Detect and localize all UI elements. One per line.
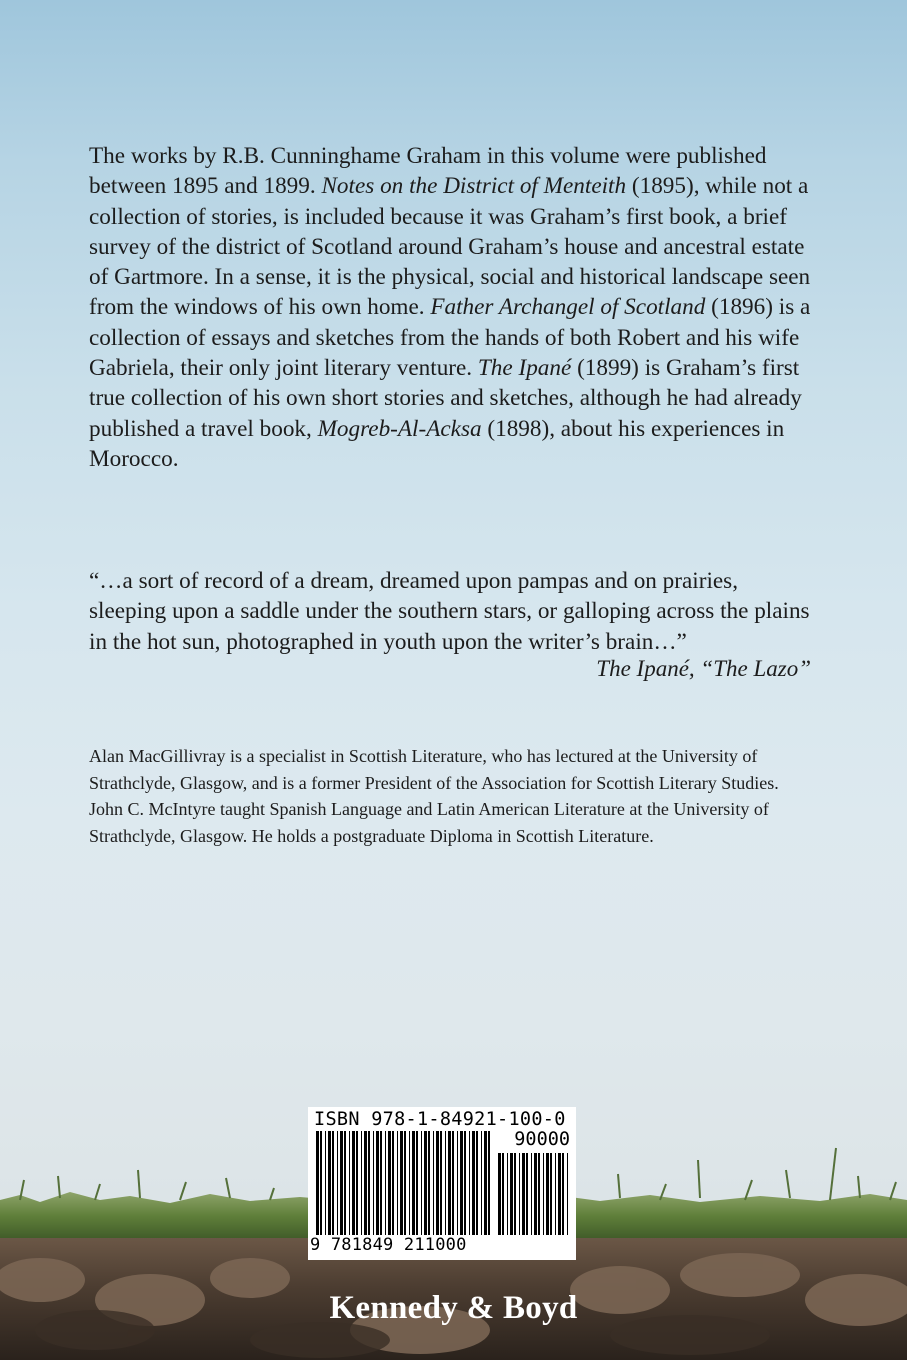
price-addon-code: 90000 bbox=[514, 1129, 570, 1150]
editor-bio-mcintyre: John C. McIntyre taught Spanish Language and Latin American Literature at the University of Strathclyde, Glasgow. He holds a postgraduate Diploma in Scottish Literature. bbox=[89, 799, 769, 846]
blurb-text: (1898), about his experiences in Morocco. bbox=[89, 415, 785, 472]
blurb-paragraph bbox=[89, 141, 829, 474]
blurb-text: (1896) is a collection of essays and sketches from the hands of both Robert and his wife Gabriela, their only joint literary venture. bbox=[89, 294, 811, 382]
blurb-text: (1895), while not a collection of stories, is included because it was Graham’s first book, a brief survey of the district of Scotland around Graham’s house and ancestral estate of Gartmore. In a sense, it is the physical, social and historical landscape seen from the windows of his own home. bbox=[89, 173, 811, 321]
blurb-text: (1899) is Graham’s first true collection of his own short stories and sketches, although he had already published a travel book, bbox=[89, 355, 802, 442]
editor-bio-macgillivray: Alan MacGillivray is a specialist in Scottish Literature, who has lectured at the University of Strathclyde, Glasgow, and is a former President of the Association for Scottish Literary Studies. bbox=[89, 746, 779, 793]
blurb-text: The works by R.B. Cunninghame Graham in this volume were published between 1895 and 1899. bbox=[89, 143, 767, 200]
addon-bars bbox=[498, 1153, 570, 1235]
blurb-title-menteith: Notes on the District of Menteith bbox=[321, 173, 627, 200]
publisher-name: Kennedy & Boyd bbox=[329, 1290, 578, 1326]
blurb-title-father-archangel: Father Archangel of Scotland bbox=[430, 294, 706, 321]
blurb-title-mogreb: Mogreb-Al-Acksa bbox=[317, 415, 482, 442]
quote-attribution: The Ipané, “The Lazo” bbox=[596, 656, 811, 681]
epigraph-quote: “…a sort of record of a dream, dreamed upon pampas and on prairies, sleeping upon a saddle under the southern stars, or galloping across the plains in the hot sun, photographed in youth upon the writer’s brain…” bbox=[89, 568, 810, 655]
ean-bars bbox=[316, 1131, 492, 1235]
isbn-label: ISBN 978-1-84921-100-0 bbox=[314, 1109, 566, 1130]
isbn-barcode bbox=[308, 1107, 576, 1260]
editors-bio bbox=[89, 743, 789, 849]
ean-digits: 9 781849 211000 bbox=[310, 1235, 467, 1255]
blurb-title-ipane: The Ipané bbox=[477, 355, 572, 382]
